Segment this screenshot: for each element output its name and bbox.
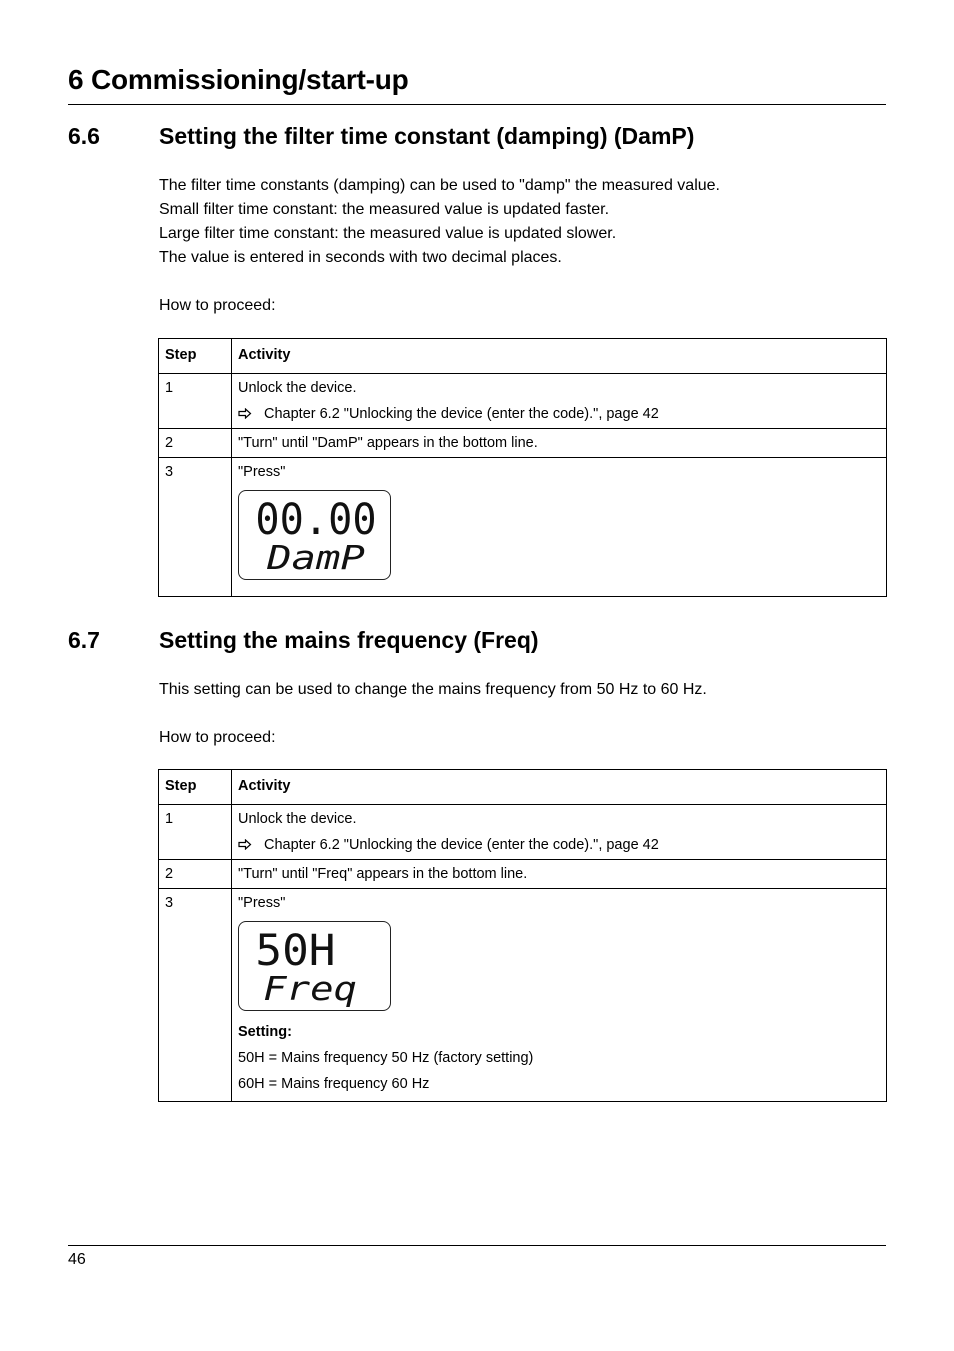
- table-header-row: [159, 770, 887, 805]
- intro-line: This setting can be used to change the mains frequency from 50 Hz to 60 Hz.: [159, 681, 707, 698]
- column-header-activity: Activity: [232, 770, 887, 805]
- lcd-display-damping: [238, 490, 391, 580]
- setting-option: 60H = Mains frequency 60 Hz: [238, 1076, 430, 1092]
- reference-text: Chapter 6.2 "Unlocking the device (enter the code).", page 42: [264, 406, 659, 422]
- arrow-right-icon: [238, 837, 264, 853]
- table-row: [159, 429, 887, 458]
- section-number: 6.6: [68, 123, 100, 149]
- section-6-6-intro: [159, 174, 720, 270]
- intro-line: Large filter time constant: the measured value is updated slower.: [159, 225, 617, 242]
- column-header-step: Step: [159, 770, 232, 805]
- activity-text: Unlock the device.: [238, 811, 357, 827]
- steps-table-frequency: [158, 769, 887, 1102]
- table-row: [159, 860, 887, 889]
- table-header-row: [159, 339, 887, 374]
- chapter-divider: [68, 104, 886, 105]
- section-title: Setting the mains frequency (Freq): [159, 627, 539, 653]
- setting-option: 50H = Mains frequency 50 Hz (factory setting): [238, 1050, 534, 1066]
- section-6-7-intro: [159, 678, 707, 702]
- step-number: 1: [159, 805, 232, 860]
- table-row: [159, 458, 887, 597]
- footer-divider: [68, 1245, 886, 1246]
- step-number: 2: [159, 429, 232, 458]
- activity-cell: "Turn" until "Freq" appears in the bottom line.: [232, 860, 887, 889]
- column-header-activity: Activity: [232, 339, 887, 374]
- section-number: 6.7: [68, 627, 100, 653]
- steps-table-damping: [158, 338, 887, 597]
- activity-cell: [232, 805, 887, 860]
- activity-cell: [232, 374, 887, 429]
- chapter-title: 6 Commissioning/start-up: [68, 64, 409, 95]
- activity-cell: [232, 889, 887, 1102]
- activity-text: Unlock the device.: [238, 380, 357, 396]
- step-number: 3: [159, 458, 232, 597]
- how-to-proceed: How to proceed:: [159, 297, 276, 314]
- activity-cell: "Turn" until "DamP" appears in the bottom line.: [232, 429, 887, 458]
- activity-text: "Press": [238, 895, 286, 911]
- section-title: Setting the filter time constant (damping) (DamP): [159, 123, 695, 149]
- intro-line: Small filter time constant: the measured value is updated faster.: [159, 201, 610, 218]
- table-row: [159, 374, 887, 429]
- arrow-right-icon: [238, 406, 264, 422]
- step-number: 3: [159, 889, 232, 1102]
- lcd-top-value: 50H: [255, 926, 336, 977]
- lcd-bottom-label: DamP: [265, 538, 365, 578]
- lcd-bottom-label: Freq: [263, 969, 358, 1009]
- lcd-display-frequency: [238, 921, 391, 1011]
- lcd-top-value: 00.00: [255, 495, 377, 546]
- activity-cell: [232, 458, 887, 597]
- cross-reference-link[interactable]: [238, 406, 880, 422]
- cross-reference-link[interactable]: [238, 837, 880, 853]
- table-row: [159, 889, 887, 1102]
- intro-line: The filter time constants (damping) can be used to "damp" the measured value.: [159, 177, 720, 194]
- page-number: 46: [68, 1251, 86, 1268]
- reference-text: Chapter 6.2 "Unlocking the device (enter the code).", page 42: [264, 837, 659, 853]
- setting-label: Setting:: [238, 1024, 292, 1040]
- activity-text: "Press": [238, 464, 286, 480]
- step-number: 1: [159, 374, 232, 429]
- how-to-proceed: How to proceed:: [159, 729, 276, 746]
- intro-line: The value is entered in seconds with two decimal places.: [159, 249, 562, 266]
- step-number: 2: [159, 860, 232, 889]
- table-row: [159, 805, 887, 860]
- column-header-step: Step: [159, 339, 232, 374]
